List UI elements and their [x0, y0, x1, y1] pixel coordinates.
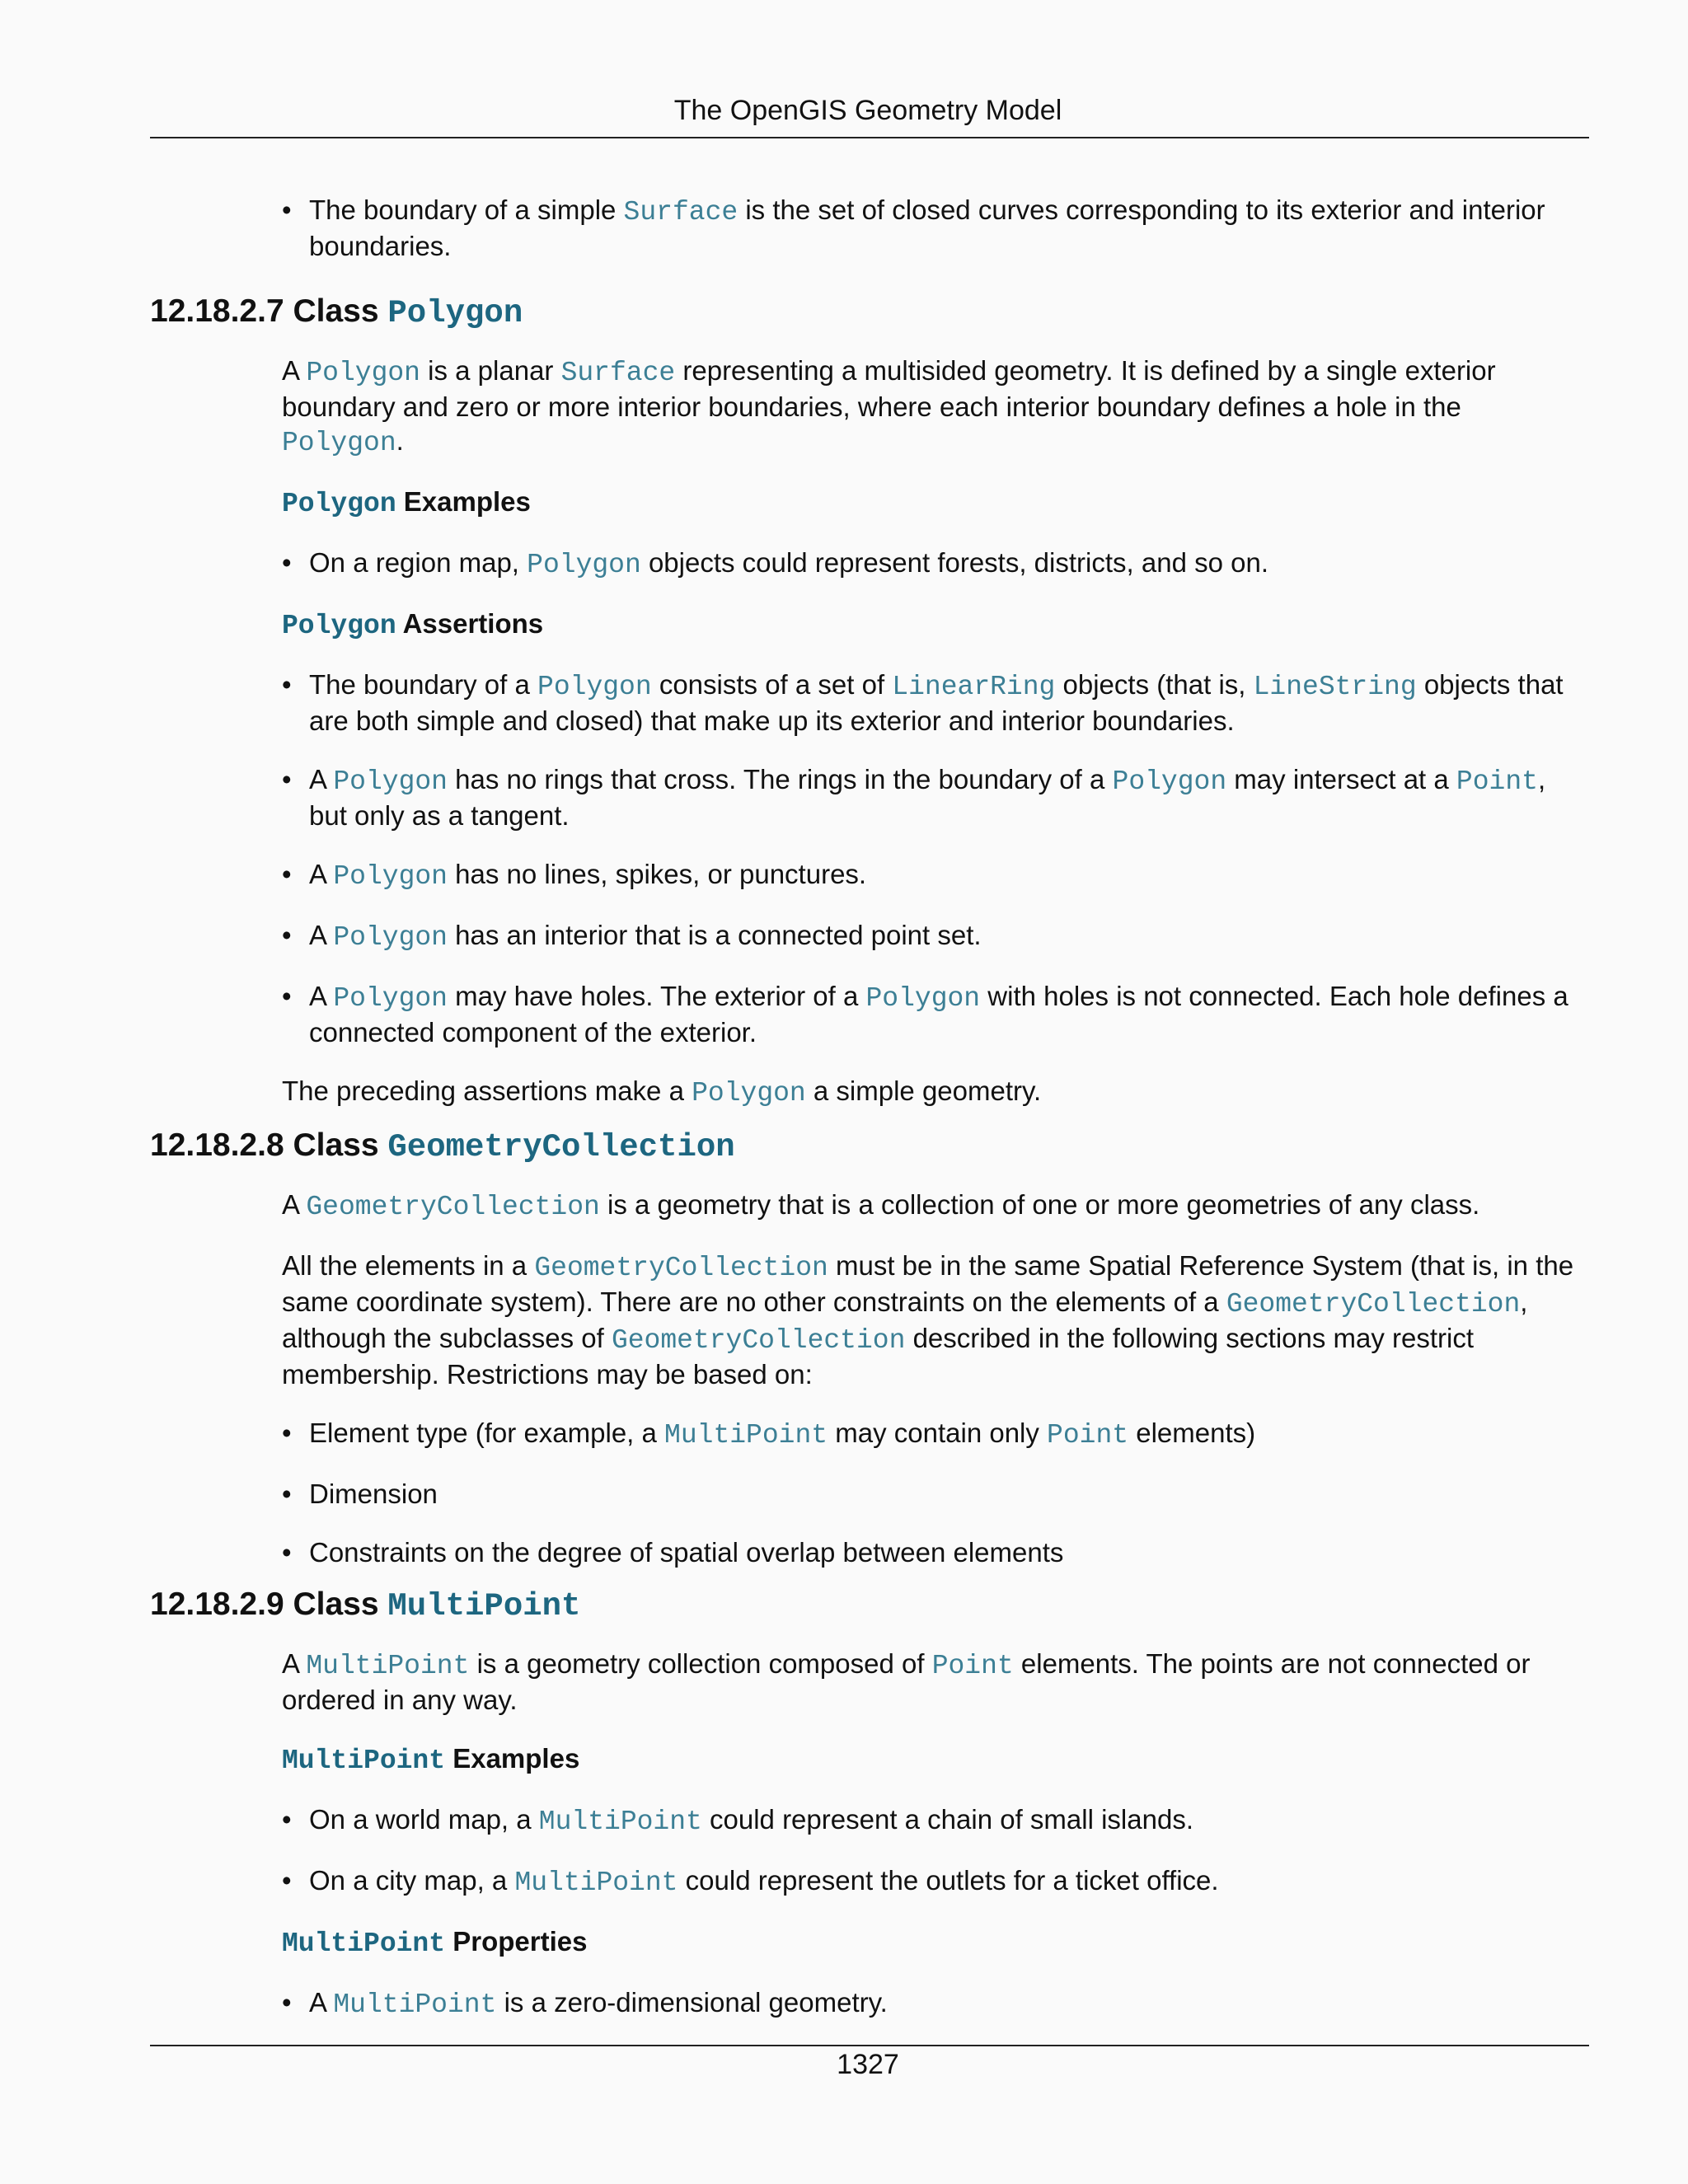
paragraph: A GeometryCollection is a geometry that is a collection of one or more geometries of any class.	[282, 1189, 1480, 1222]
code-term: Polygon	[1112, 766, 1227, 797]
list-item: • On a world map, a MultiPoint could represent a chain of small islands.	[282, 1802, 1589, 1839]
code-term: GeometryCollection	[611, 1325, 906, 1356]
code-term: Polygon	[333, 983, 448, 1014]
code-term: LineString	[1253, 672, 1417, 702]
list-item: • A Polygon has an interior that is a connected point set.	[282, 918, 1589, 954]
list-item: • The boundary of a Polygon consists of a set of LinearRing objects (that is, LineString objects that are both simple and closed) that make up its exterior and interior boundaries.	[282, 668, 1589, 738]
list-item: • A Polygon has no rings that cross. The rings in the boundary of a Polygon may intersect at a Point, but only as a tangent.	[282, 762, 1589, 832]
list-item: • A MultiPoint is a zero-dimensional geometry.	[282, 1985, 1589, 2022]
list-item: • Dimension	[282, 1477, 1589, 1511]
paragraph: A Polygon is a planar Surface representing a multisided geometry. It is defined by a single exterior boundary and zero or more interior boundaries, where each interior boundary defines a hole in the Polygon.	[282, 355, 1496, 458]
code-term: GeometryCollection	[1226, 1289, 1521, 1319]
polygon-assertions-list	[282, 668, 1589, 1049]
subheading-multipoint-properties: MultiPoint Properties	[282, 1926, 588, 1959]
multipoint-examples-list	[282, 1802, 1589, 1900]
list-item: • A Polygon may have holes. The exterior of a Polygon with holes is not connected. Each hole defines a connected component of the exterior.	[282, 979, 1589, 1049]
subheading-polygon-examples: Polygon Examples	[282, 486, 531, 519]
code-term: Polygon	[527, 550, 641, 580]
code-term: Polygon	[333, 766, 448, 797]
code-term: MultiPoint	[538, 1807, 702, 1837]
paragraph: A MultiPoint is a geometry collection composed of Point elements. The points are not connected or ordered in any way.	[282, 1648, 1531, 1715]
paragraph: The preceding assertions make a Polygon a simple geometry.	[282, 1076, 1042, 1108]
code-term: Polygon	[692, 1078, 806, 1108]
multipoint-properties-list	[282, 1985, 1589, 2022]
code-term: Polygon	[282, 428, 396, 458]
code-term: Polygon	[306, 358, 420, 388]
code-term: GeometryCollection	[306, 1192, 600, 1222]
list-item: • A Polygon has no lines, spikes, or punctures.	[282, 857, 1589, 893]
page-content	[150, 193, 1589, 2046]
code-term: Polygon	[537, 672, 652, 702]
code-term: Polygon	[333, 861, 448, 892]
code-term: Polygon	[865, 983, 981, 1014]
code-term: MultiPoint	[514, 1868, 678, 1898]
intro-list	[282, 193, 1589, 263]
code-term: MultiPoint	[664, 1420, 828, 1451]
geometrycollection-section	[282, 1188, 1589, 1569]
header-rule	[150, 137, 1589, 138]
code-term: Surface	[623, 197, 738, 227]
section-heading-multipoint: 12.18.2.9 Class MultiPoint	[150, 1586, 581, 1624]
list-item: • Constraints on the degree of spatial overlap between elements	[282, 1535, 1589, 1569]
page-number: 1327	[837, 2049, 899, 2080]
code-term: GeometryCollection	[534, 1253, 828, 1283]
polygon-section	[282, 354, 1589, 1110]
code-term: Polygon	[333, 922, 448, 953]
code-term: Point	[1456, 766, 1538, 797]
code-term: MultiPoint	[306, 1651, 470, 1681]
code-term: Point	[931, 1651, 1014, 1681]
subheading-multipoint-examples: MultiPoint Examples	[282, 1743, 580, 1776]
list-item: • On a city map, a MultiPoint could represent the outlets for a ticket office.	[282, 1863, 1589, 1900]
code-term: MultiPoint	[333, 1990, 497, 2020]
code-term: Point	[1047, 1420, 1129, 1451]
list-item: • The boundary of a simple Surface is the set of closed curves corresponding to its exterior and interior boundaries.	[282, 193, 1589, 263]
footer-rule	[150, 2045, 1589, 2046]
intro-section	[282, 193, 1589, 263]
code-term: LinearRing	[892, 672, 1056, 702]
section-heading-polygon: 12.18.2.7 Class Polygon	[150, 293, 523, 331]
polygon-examples-list	[282, 546, 1589, 582]
running-header: The OpenGIS Geometry Model	[673, 95, 1062, 126]
paragraph: All the elements in a GeometryCollection must be in the same Spatial Reference System (that is, in the same coordinate system). There are no other constraints on the elements of a GeometryCollection, although the subclasses of GeometryCollection described in the following sections may restrict membership. Restrictions may be based on:	[282, 1250, 1574, 1390]
subheading-polygon-assertions: Polygon Assertions	[282, 608, 544, 641]
code-term: Surface	[560, 358, 676, 388]
restriction-list	[282, 1416, 1589, 1569]
list-item: • Element type (for example, a MultiPoint may contain only Point elements)	[282, 1416, 1589, 1452]
section-heading-geometrycollection: 12.18.2.8 Class GeometryCollection	[150, 1127, 735, 1165]
list-item: • On a region map, Polygon objects could represent forests, districts, and so on.	[282, 546, 1589, 582]
multipoint-section	[282, 1647, 1589, 2022]
